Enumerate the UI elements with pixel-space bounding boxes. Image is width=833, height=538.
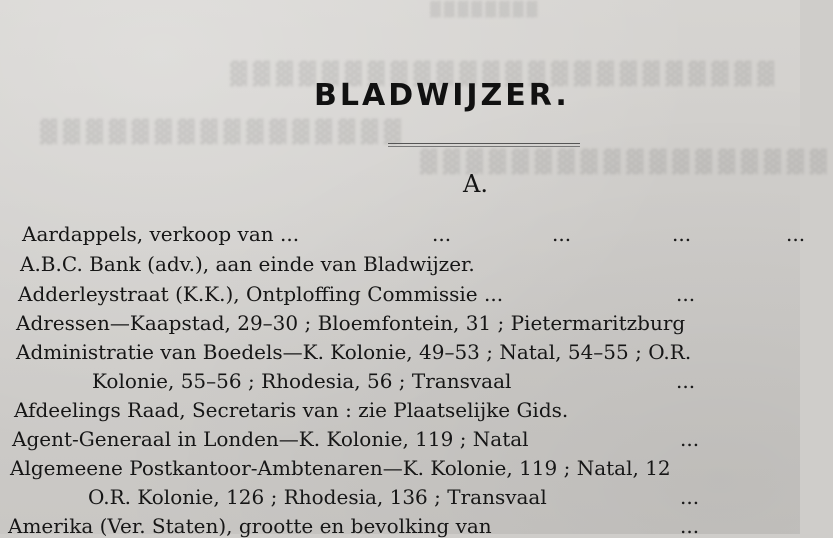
show-through-text: ▓▓▓▓▓▓▓▓▓▓▓▓▓▓▓▓▓▓▓▓▓▓▓▓ [230,62,781,87]
show-through-text: ▓▓▓▓▓▓▓▓▓▓▓▓▓▓▓▓ [40,120,407,145]
show-through-text: ▓▓▓▓▓▓▓▓ [430,2,541,18]
dot-leader: ... [786,222,806,246]
index-entry: A.B.C. Bank (adv.), aan einde van Bladwijzer. [20,252,475,276]
page-title: BLADWIJZER. [314,78,570,113]
index-entry: Algemeene Postkantoor-Ambtenaren—K. Kolonie, 119 ; Natal, 12 [10,456,671,480]
index-entry: Afdeelings Raad, Secretaris van : zie Plaatselijke Gids. [14,398,569,422]
dot-leader: ... [432,222,452,246]
dot-leader: ... [672,222,692,246]
dot-leader: ... [676,369,696,393]
index-entry: Amerika (Ver. Staten), grootte en bevolking van [8,514,492,538]
title-divider-rule [388,143,580,147]
index-entry: Administratie van Boedels—K. Kolonie, 49–53 ; Natal, 54–55 ; O.R. [16,340,692,364]
index-entry: O.R. Kolonie, 126 ; Rhodesia, 136 ; Transvaal [88,485,547,509]
show-through-text: ▓▓▓▓▓▓▓▓▓▓▓▓▓▓▓▓▓▓ [420,150,833,175]
index-entry: Kolonie, 55–56 ; Rhodesia, 56 ; Transvaal [92,369,512,393]
index-entry: Agent-Generaal in Londen—K. Kolonie, 119 ; Natal [12,427,529,451]
dot-leader: ... [680,427,700,451]
index-entry: Aardappels, verkoop van ... [22,222,300,246]
dot-leader: ... [676,282,696,306]
dot-leader: ... [680,485,700,509]
index-entry: Adressen—Kaapstad, 29–30 ; Bloemfontein, 31 ; Pietermaritzburg [16,311,686,335]
dot-leader: ... [552,222,572,246]
section-letter: A. [463,170,488,198]
index-entry: Adderleystraat (K.K.), Ontploffing Commissie ... [18,282,504,306]
dot-leader: ... [680,514,700,538]
